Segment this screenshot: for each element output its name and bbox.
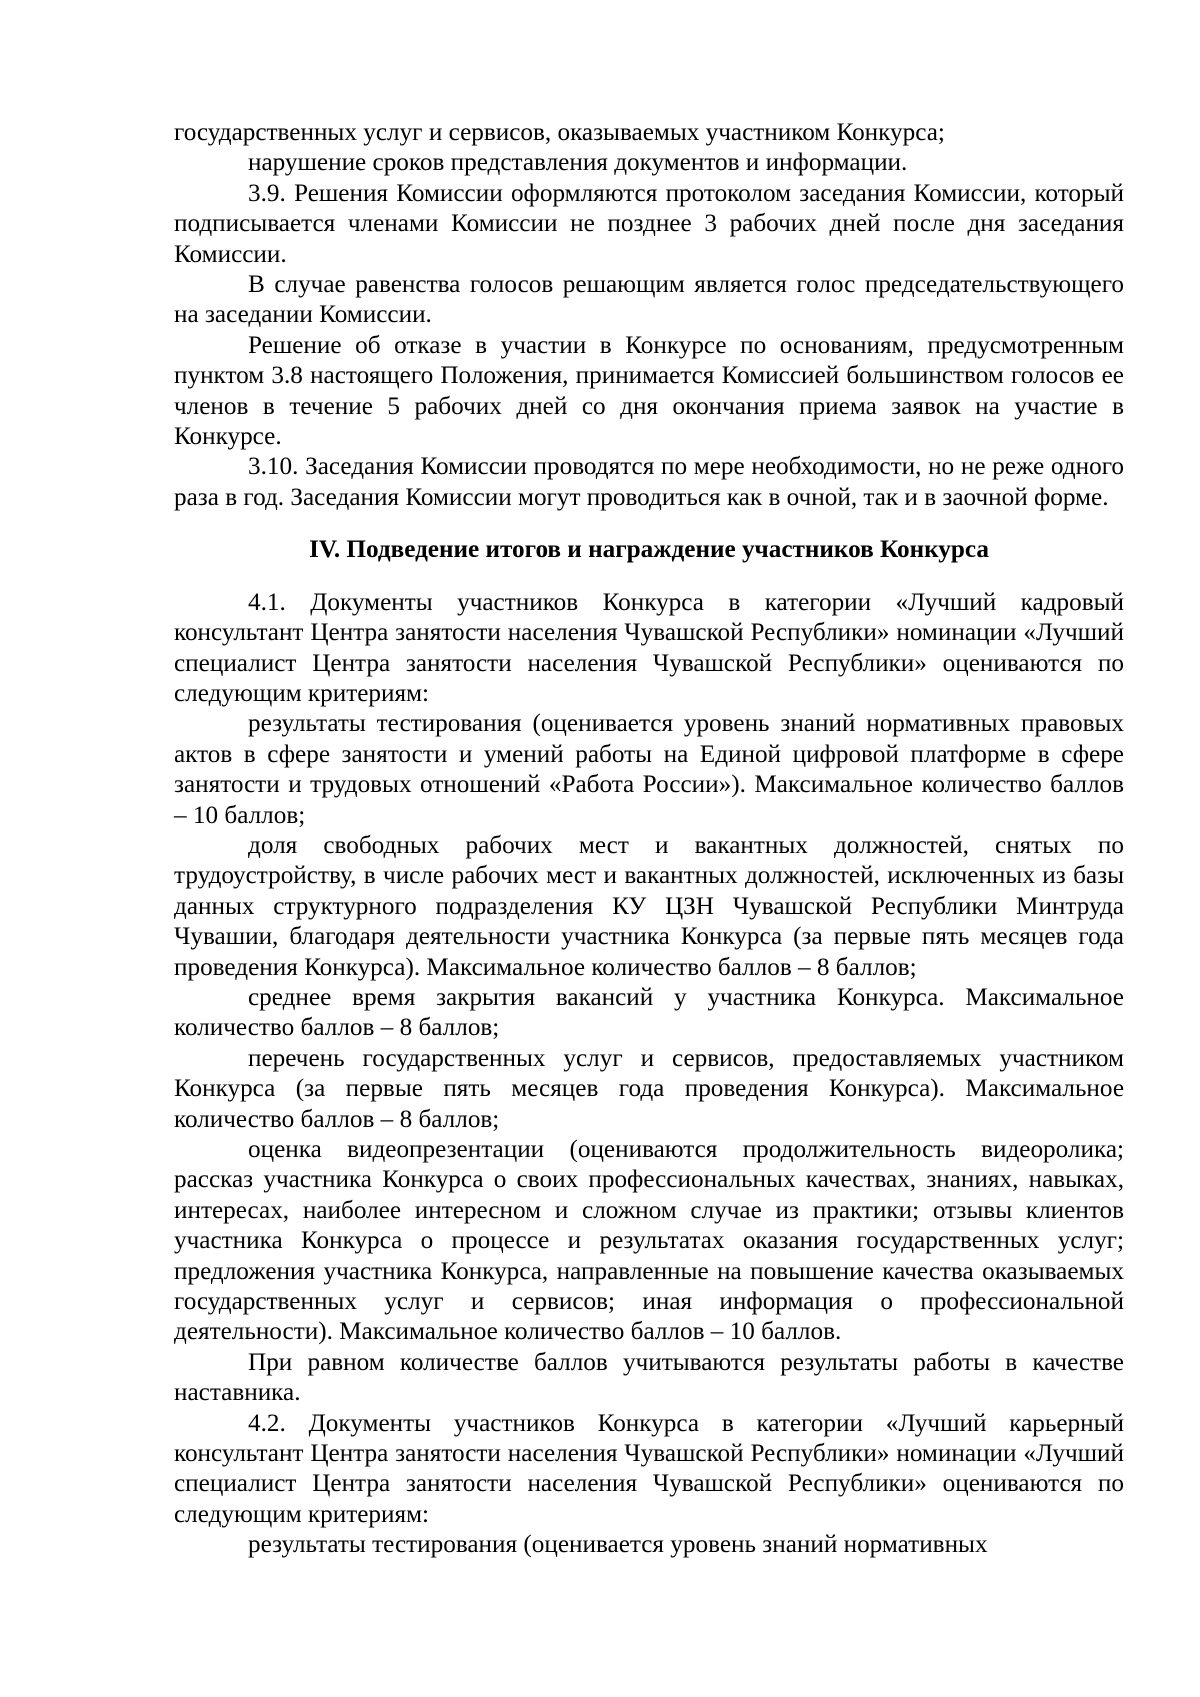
criterion-services: перечень государственных услуг и сервисов, предоставляемых участником Конкурса (за первые пять месяцев года проведения Конкурса). Максимальное количество баллов – 8 баллов; [174,1044,1124,1133]
paragraph-continuation: государственных услуг и сервисов, оказываемых участником Конкурса; [174,119,945,146]
criterion-vacancy-time: среднее время закрытия вакансий у участника Конкурса. Максимальное количество баллов – 8 баллов; [174,983,1124,1042]
paragraph-3-10: 3.10. Заседания Комиссии проводятся по мере необходимости, но не реже одного раза в год. Заседания Комиссии могут проводиться как в очной, так и в заочной форме. [174,453,1124,511]
paragraph-violation: нарушение сроков представления документов и информации. [248,149,908,177]
paragraph-equal-score: При равном количестве баллов учитываются результаты работы в качестве наставника. [174,1348,1124,1407]
section-heading-iv: IV. Подведение итогов и награждение участников Конкурса [309,536,989,564]
paragraph-tie-vote: В случае равенства голосов решающим является голос председательствующего на заседании Комиссии. [174,271,1124,329]
paragraph-4-2: 4.2. Документы участников Конкурса в категории «Лучший карьерный консультант Центра занятости населения Чувашской Республики» номинации «Лучший специалист Центра занятости населения Чувашской Республики» оцениваются по следующим критериям: [174,1409,1124,1528]
criterion-testing-4-2: результаты тестирования (оценивается уровень знаний нормативных [248,1531,988,1559]
paragraph-3-9: 3.9. Решения Комиссии оформляются протоколом заседания Комиссии, который подписывается членами Комиссии не позднее 3 рабочих дней после дня заседания Комиссии. [174,179,1124,268]
document-page [174,118,1124,1561]
criterion-video: оценка видеопрезентации (оцениваются продолжительность видеоролика; рассказ участника Конкурса о своих профессиональных качествах, знаниях, навыках, интересах, наиболее интересном и сложном случае из практики; отзывы клиентов участника Конкурса о процессе и результатах оказания государственных услуг; предложения участника Конкурса, направленные на повышение качества оказываемых государственных услуг и сервисов; иная информация о профессиональной деятельности). Максимальное количество баллов – 10 баллов. [174,1136,1124,1346]
criterion-vacancy-share: доля свободных рабочих мест и вакантных должностей, снятых по трудоустройству, в числе рабочих мест и вакантных должностей, исключенных из базы данных структурного подразделения КУ ЦЗН Чувашской Республики Минтруда Чувашии, благодаря деятельности участника Конкурса (за первые пять месяцев года проведения Конкурса). Максимальное количество баллов – 8 баллов; [174,831,1124,981]
criterion-testing: результаты тестирования (оценивается уровень знаний нормативных правовых актов в сфере занятости и умений работы на Единой цифровой платформе в сфере занятости и трудовых отношений «Работа России»). Максимальное количество баллов – 10 баллов; [174,710,1124,829]
paragraph-refusal: Решение об отказе в участии в Конкурсе по основаниям, предусмотренным пунктом 3.8 настоящего Положения, принимается Комиссией большинством голосов ее членов в течение 5 рабочих дней со дня окончания приема заявок на участие в Конкурсе. [174,331,1124,451]
paragraph-4-1: 4.1. Документы участников Конкурса в категории «Лучший кадровый консультант Центра занятости населения Чувашской Республики» номинации «Лучший специалист Центра занятости населения Чувашской Республики» оцениваются по следующим критериям: [174,588,1124,707]
